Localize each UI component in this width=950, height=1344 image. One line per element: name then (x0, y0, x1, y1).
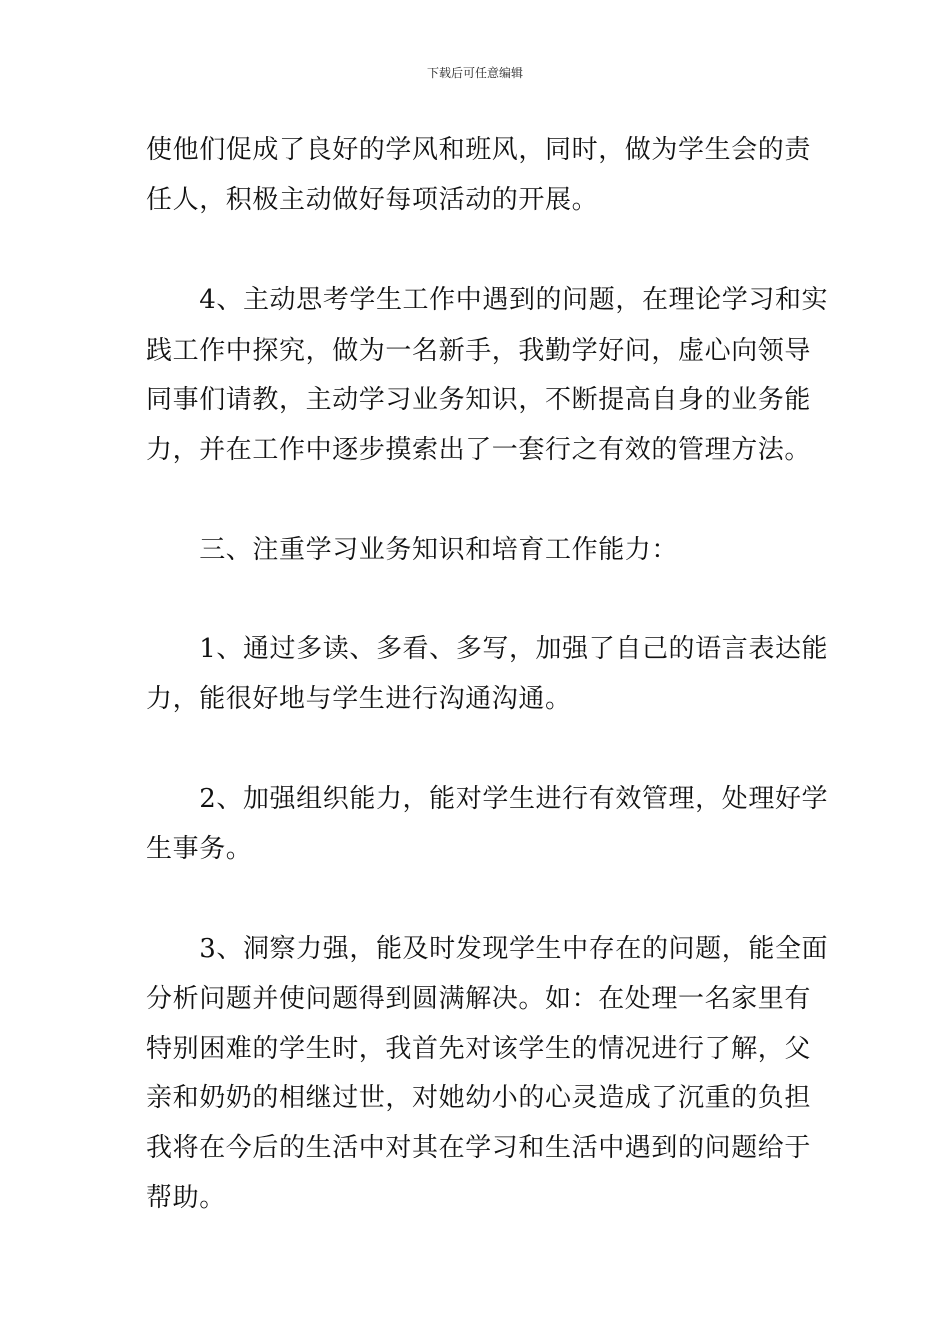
text-line: 我将在今后的生活中对其在学习和生活中遇到的问题给于 (146, 1133, 812, 1163)
text-line: 4、主动思考学生工作中遇到的问题，在理论学习和实 (146, 285, 829, 315)
text-line: 三、注重学习业务知识和培育工作能力： (146, 535, 679, 565)
text-line: 亲和奶奶的相继过世，对她幼小的心灵造成了沉重的负担 (146, 1083, 812, 1113)
text-line: 3、洞察力强，能及时发现学生中存在的问题，能全面 (146, 934, 829, 964)
text-line: 践工作中探究，做为一名新手，我勤学好问，虚心向领导 (146, 336, 812, 366)
text-line: 生事务。 (146, 834, 253, 864)
page-header: 下载后可任意编辑 (426, 66, 523, 80)
text-line: 特别困难的学生时，我首先对该学生的情况进行了解，父 (146, 1034, 812, 1064)
text-line: 任人，积极主动做好每项活动的开展。 (146, 185, 599, 215)
text-line: 力，能很好地与学生进行沟通沟通。 (146, 684, 572, 714)
text-line: 使他们促成了良好的学风和班风，同时，做为学生会的责 (146, 135, 812, 165)
text-line: 分析问题并使问题得到圆满解决。如：在处理一名家里有 (146, 984, 812, 1014)
text-line: 力，并在工作中逐步摸索出了一套行之有效的管理方法。 (146, 435, 812, 465)
text-line: 帮助。 (146, 1183, 226, 1213)
text-line: 1、通过多读、多看、多写，加强了自己的语言表达能 (146, 634, 829, 664)
text-line: 2、加强组织能力，能对学生进行有效管理，处理好学 (146, 784, 829, 814)
text-line: 同事们请教，主动学习业务知识，不断提高自身的业务能 (146, 385, 812, 415)
